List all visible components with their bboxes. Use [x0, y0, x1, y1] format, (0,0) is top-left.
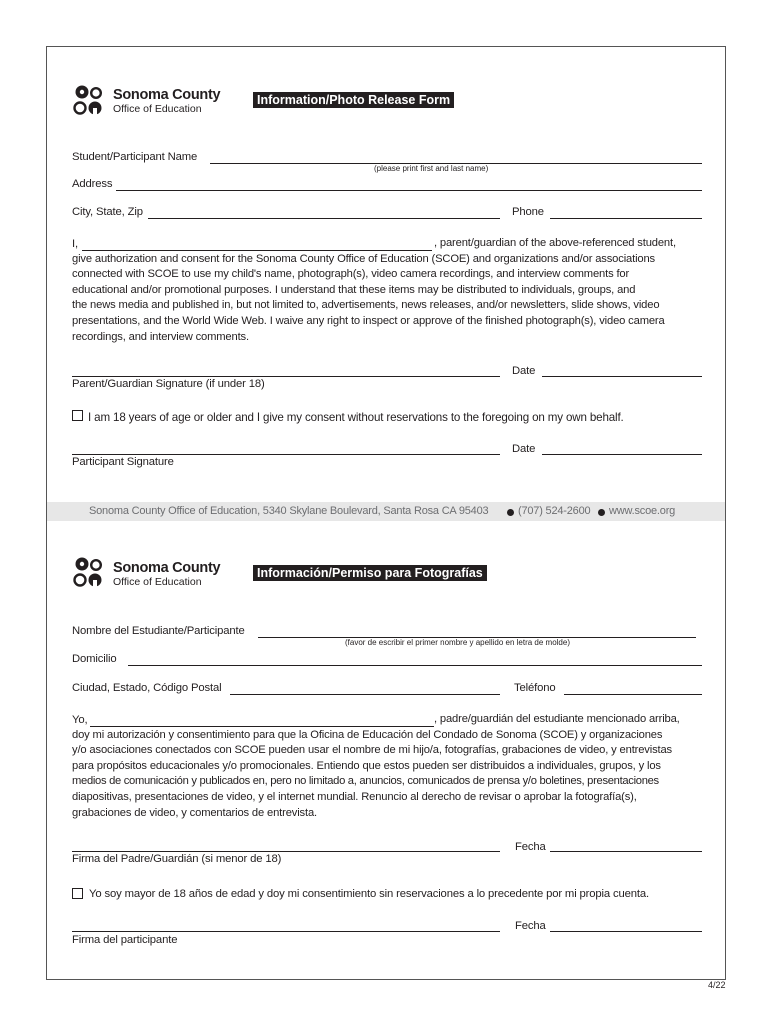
- paragraph-line: recordings, and interview comments.: [72, 330, 249, 343]
- bullet-icon: [598, 509, 605, 516]
- participant-date-field[interactable]: [550, 931, 702, 932]
- guardian-date-field[interactable]: [550, 851, 702, 852]
- city-field[interactable]: [230, 694, 500, 695]
- paragraph-line: diapositivas, presentaciones de video, y el internet mundial. Renuncio al derecho de revisar o aprobar la fotografía(s),: [72, 790, 637, 803]
- footer-website: www.scoe.org: [609, 505, 676, 517]
- paragraph-prefix: I,: [72, 238, 78, 250]
- paragraph-line: connected with SCOE to use my child's name, photograph(s), video camera recordings, and interview comments for: [72, 268, 630, 281]
- phone-field[interactable]: [564, 694, 702, 695]
- paragraph-line: grabaciones de video, y comentarios de entrevista.: [72, 806, 317, 819]
- paragraph-line: doy mi autorización y consentimiento para que la Oficina de Educación del Condado de Sonoma (SCOE) y organizaciones: [72, 728, 663, 741]
- city-field[interactable]: [148, 218, 500, 219]
- date-label: Date: [512, 443, 536, 455]
- adult-consent-checkbox[interactable]: [72, 410, 83, 421]
- address-label: Address: [72, 178, 113, 190]
- scoe-logo-icon: [72, 83, 108, 117]
- guardian-date-field[interactable]: [542, 376, 702, 377]
- paragraph-line: , parent/guardian of the above-referenced student,: [434, 237, 676, 249]
- address-label: Domicilio: [72, 653, 117, 665]
- paragraph-prefix: Yo,: [72, 714, 88, 726]
- paragraph-line: educational and/or promotional purposes. I understand that these items may be distributed to individuals, groups, and: [72, 283, 636, 296]
- student-name-hint: (favor de escribir el primer nombre y apellido en letra de molde): [345, 638, 570, 647]
- paragraph-line: , padre/guardián del estudiante mencionado arriba,: [434, 713, 680, 725]
- guardian-signature-label: Parent/Guardian Signature (if under 18): [72, 378, 265, 390]
- phone-field[interactable]: [550, 218, 702, 219]
- adult-consent-label: Yo soy mayor de 18 años de edad y doy mi consentimiento sin reservaciones a lo precedente por mi propia cuenta.: [89, 888, 650, 900]
- student-name-label: Nombre del Estudiante/Participante: [72, 625, 245, 637]
- date-label: Fecha: [515, 841, 546, 853]
- footer-phone: (707) 524-2600: [518, 505, 591, 517]
- address-field[interactable]: [116, 190, 702, 191]
- student-name-label: Student/Participant Name: [72, 151, 198, 163]
- phone-label: Teléfono: [514, 682, 556, 694]
- student-name-hint: (please print first and last name): [374, 164, 489, 173]
- logo-name: Sonoma County: [113, 87, 221, 103]
- paragraph-line: para propósitos educacionales y/o promocionales. Entiendo que estos pueden ser distribuidos a individuales, grupos, y los: [72, 759, 661, 772]
- guardian-signature-label: Firma del Padre/Guardián (si menor de 18): [72, 853, 282, 865]
- date-label: Fecha: [515, 920, 546, 932]
- bullet-icon: [507, 509, 514, 516]
- form-title: Información/Permiso para Fotografías: [253, 565, 487, 581]
- paragraph-line: the news media and published in, but not limited to, advertisements, news releases, and/or newsletters, slide shows, video: [72, 299, 660, 312]
- consent-paragraph: [72, 712, 680, 821]
- adult-consent-checkbox[interactable]: [72, 888, 83, 899]
- city-label: City, State, Zip: [72, 206, 143, 218]
- form-title: Information/Photo Release Form: [253, 92, 454, 108]
- logo-subtitle: Office of Education: [113, 576, 202, 588]
- paragraph-line: give authorization and consent for the Sonoma County Office of Education (SCOE) and organizations and/or associations: [72, 252, 655, 265]
- participant-date-field[interactable]: [542, 454, 702, 455]
- participant-signature-field[interactable]: [72, 931, 500, 932]
- paragraph-line: medios de comunicación y publicados en, pero no limitado a, anuncios, comunicados de prensa y/o boletines, presentaciones: [72, 775, 659, 788]
- logo-subtitle: Office of Education: [113, 103, 202, 115]
- guardian-signature-field[interactable]: [72, 851, 500, 852]
- city-label: Ciudad, Estado, Código Postal: [72, 682, 222, 694]
- participant-signature-label: Firma del participante: [72, 934, 178, 946]
- address-field[interactable]: [128, 665, 702, 666]
- paragraph-line: y/o asociaciones conectados con SCOE pueden usar el nombre de mi hijo/a, fotografías, grabaciones de video, y entrevistas: [72, 744, 673, 757]
- guardian-signature-field[interactable]: [72, 376, 500, 377]
- logo-name: Sonoma County: [113, 560, 221, 576]
- adult-consent-label: I am 18 years of age or older and I give my consent without reservations to the foregoing on my own behalf.: [88, 411, 624, 424]
- phone-label: Phone: [512, 206, 544, 218]
- participant-signature-field[interactable]: [72, 454, 500, 455]
- date-label: Date: [512, 365, 536, 377]
- consent-paragraph: [72, 236, 676, 345]
- page-number: 4/22: [708, 980, 726, 990]
- paragraph-line: presentations, and the World Wide Web. I waive any right to inspect or approve of the finished photograph(s), video camera: [72, 314, 665, 327]
- participant-signature-label: Participant Signature: [72, 456, 174, 468]
- footer-address: Sonoma County Office of Education, 5340 Skylane Boulevard, Santa Rosa CA 95403: [89, 505, 489, 517]
- scoe-logo-icon: [72, 555, 108, 589]
